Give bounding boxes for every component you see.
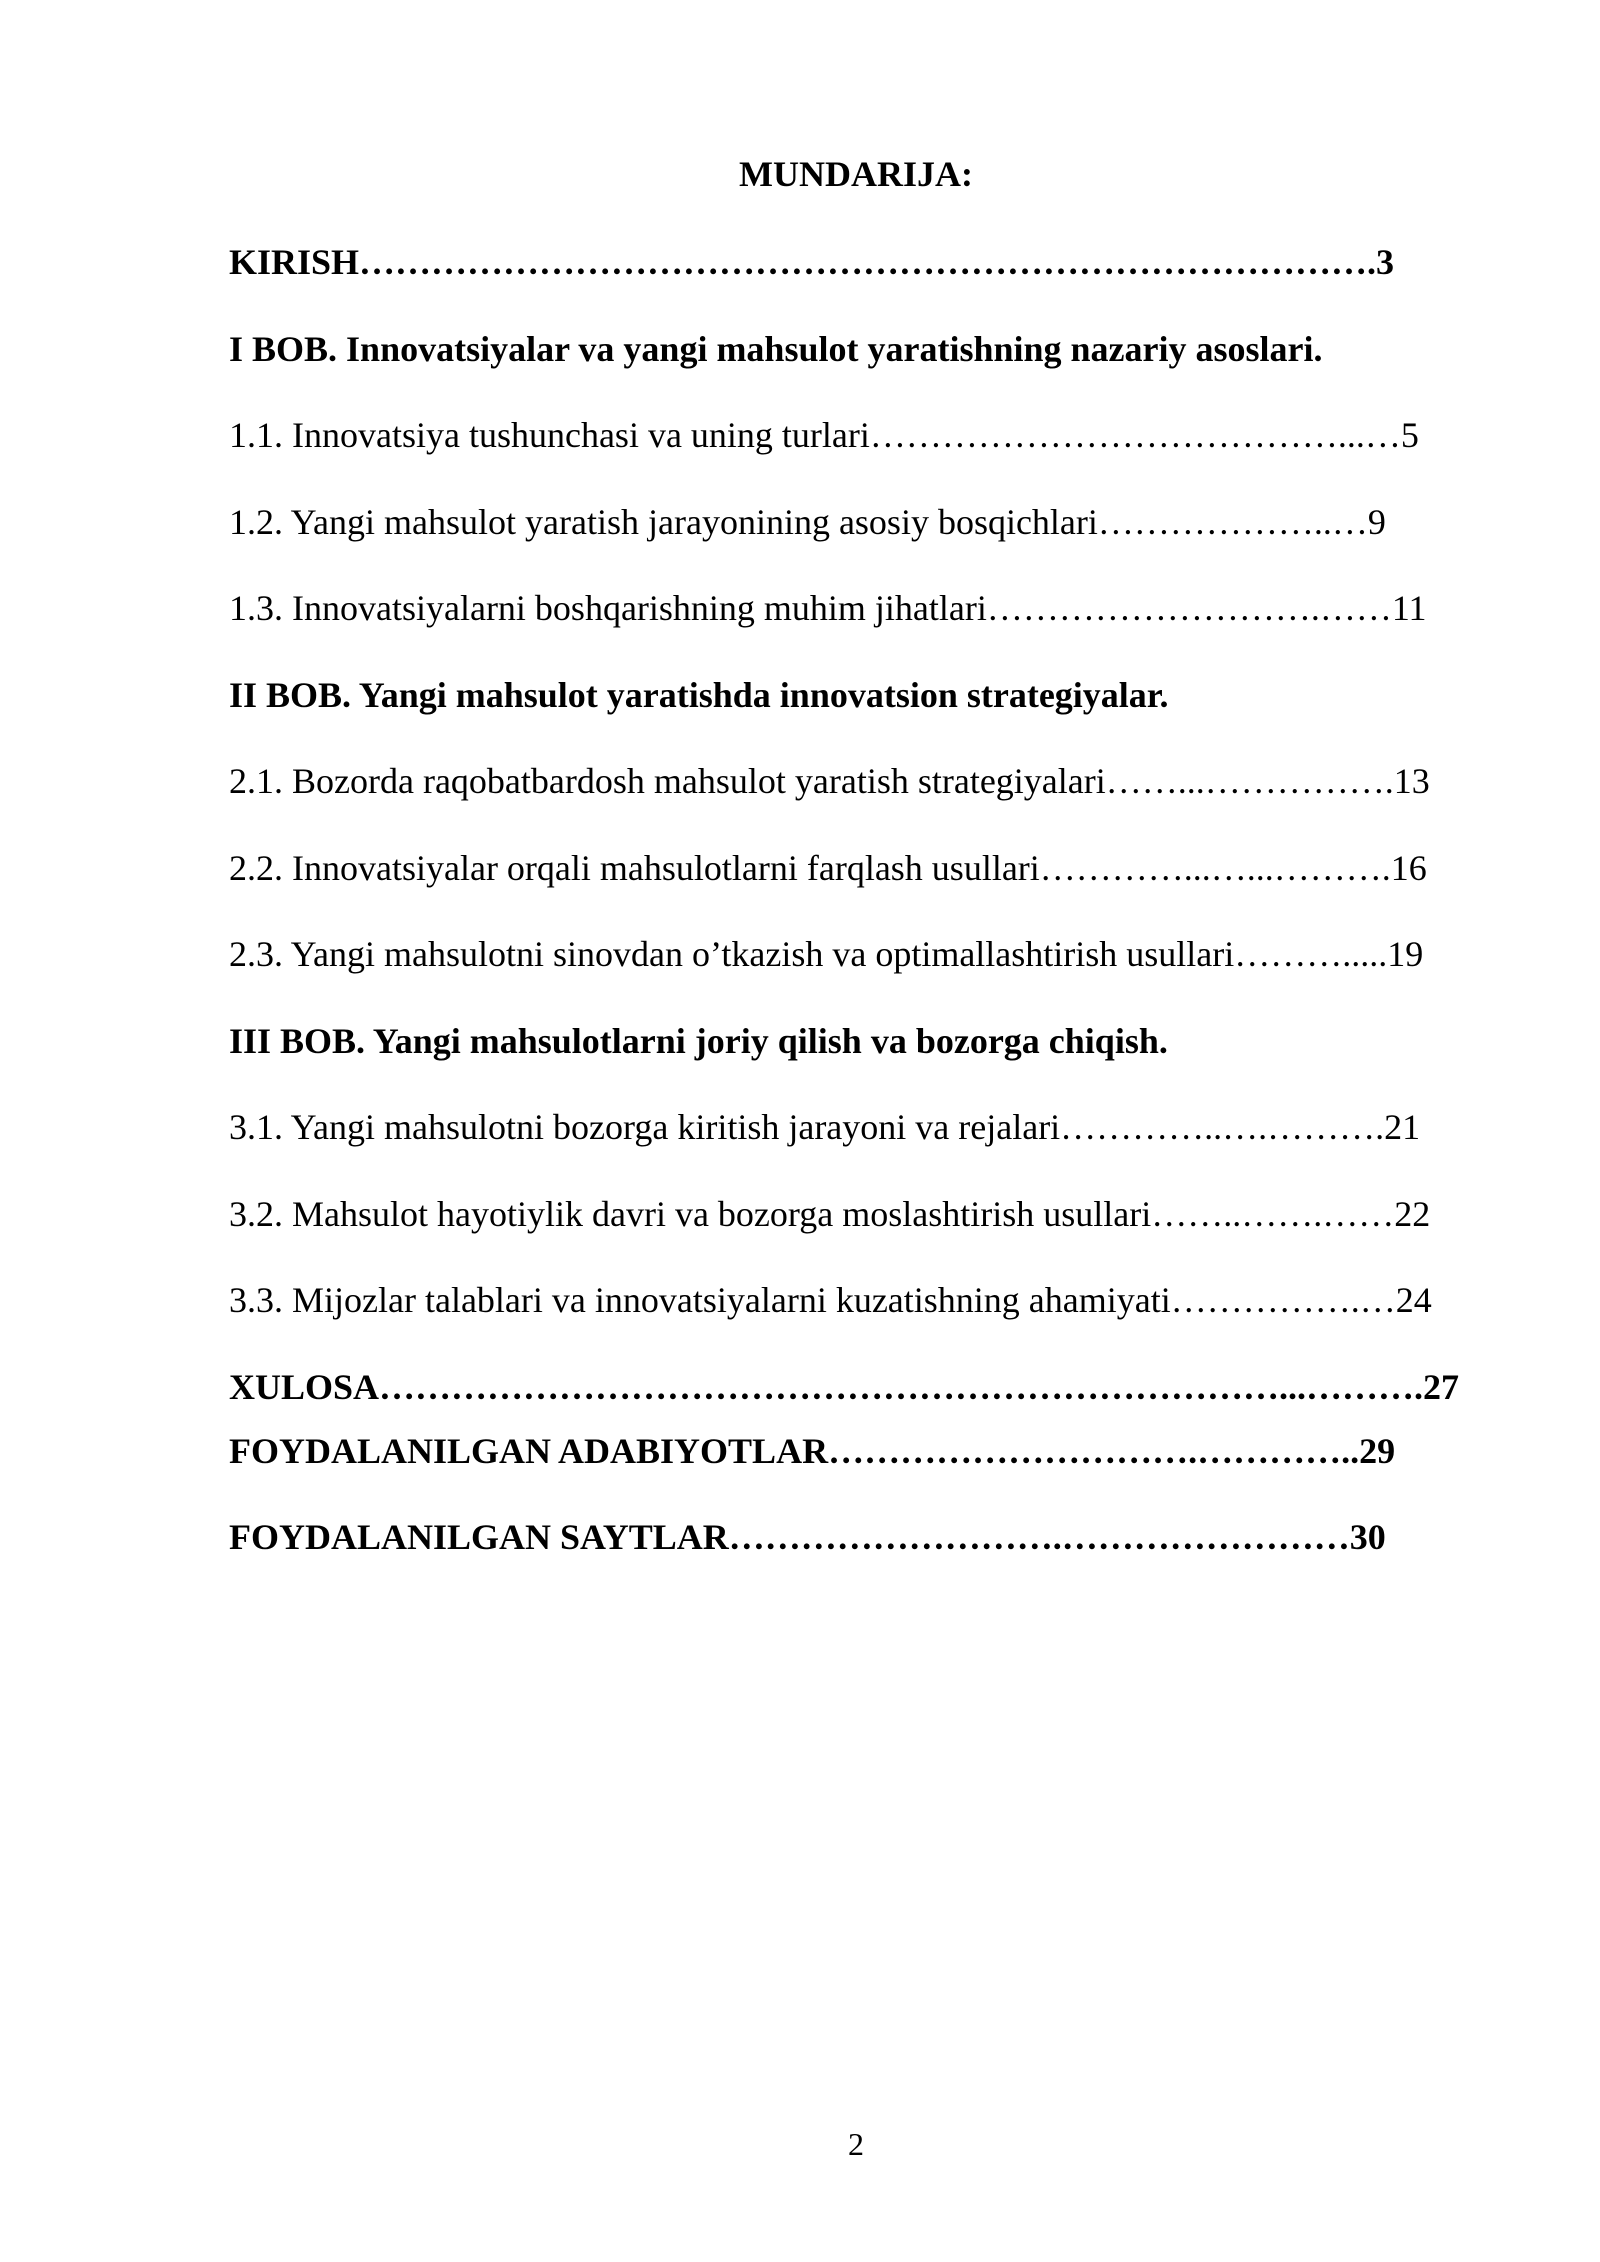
toc-entry-1-1: 1.1. Innovatsiya tushunchasi va uning turlari…………………………………...…5 bbox=[229, 415, 1419, 455]
toc-entry-2-1: 2.1. Bozorda raqobatbardosh mahsulot yaratish strategiyalari……...…………….13 bbox=[229, 761, 1430, 801]
toc-entry-3-3: 3.3. Mijozlar talablari va innovatsiyalarni kuzatishning ahamiyati…………….…24 bbox=[229, 1280, 1432, 1320]
toc-chapter-1-heading: I BOB. Innovatsiyalar va yangi mahsulot yaratishning nazariy asoslari. bbox=[229, 328, 1323, 369]
toc-entry-3-2: 3.2. Mahsulot hayotiylik davri va bozorga moslashtirish usullari……..…….……22 bbox=[229, 1193, 1431, 1234]
toc-chapter-3-heading: III BOB. Yangi mahsulotlarni joriy qilish va bozorga chiqish. bbox=[229, 1020, 1168, 1061]
toc-entry-kirish: KIRISH………………………………………………………………………….3 bbox=[229, 242, 1395, 282]
page-number: 2 bbox=[848, 2126, 864, 2162]
toc-entry-2-2: 2.2. Innovatsiyalar orqali mahsulotlarni farqlash usullari…………...…...……….16 bbox=[229, 847, 1427, 888]
toc-entry-3-1: 3.1. Yangi mahsulotni bozorga kiritish jarayoni va rejalari…………..….……….21 bbox=[229, 1107, 1421, 1147]
toc-chapter-2-heading: II BOB. Yangi mahsulot yaratishda innovatsion strategiyalar. bbox=[229, 674, 1169, 715]
toc-entry-websites: FOYDALANILGAN SAYTLAR……………………….……………………30 bbox=[229, 1517, 1386, 1557]
table-of-contents bbox=[229, 238, 1486, 1561]
toc-entry-xulosa: XULOSA…………………………………………………………………...……….27 bbox=[229, 1366, 1460, 1407]
toc-entry-2-3: 2.3. Yangi mahsulotni sinovdan o’tkazish va optimallashtirish usullari……….....19 bbox=[229, 934, 1424, 974]
toc-entry-references: FOYDALANILGAN ADABIYOTLAR………………………….…………..29 bbox=[229, 1430, 1396, 1471]
toc-entry-1-2: 1.2. Yangi mahsulot yaratish jarayonining asosiy bosqichlari………………..…9 bbox=[229, 501, 1386, 542]
toc-entry-1-3: 1.3. Innovatsiyalarni boshqarishning muhim jihatlari……………………….……11 bbox=[229, 588, 1427, 628]
toc-title: MUNDARIJA: bbox=[739, 154, 973, 194]
